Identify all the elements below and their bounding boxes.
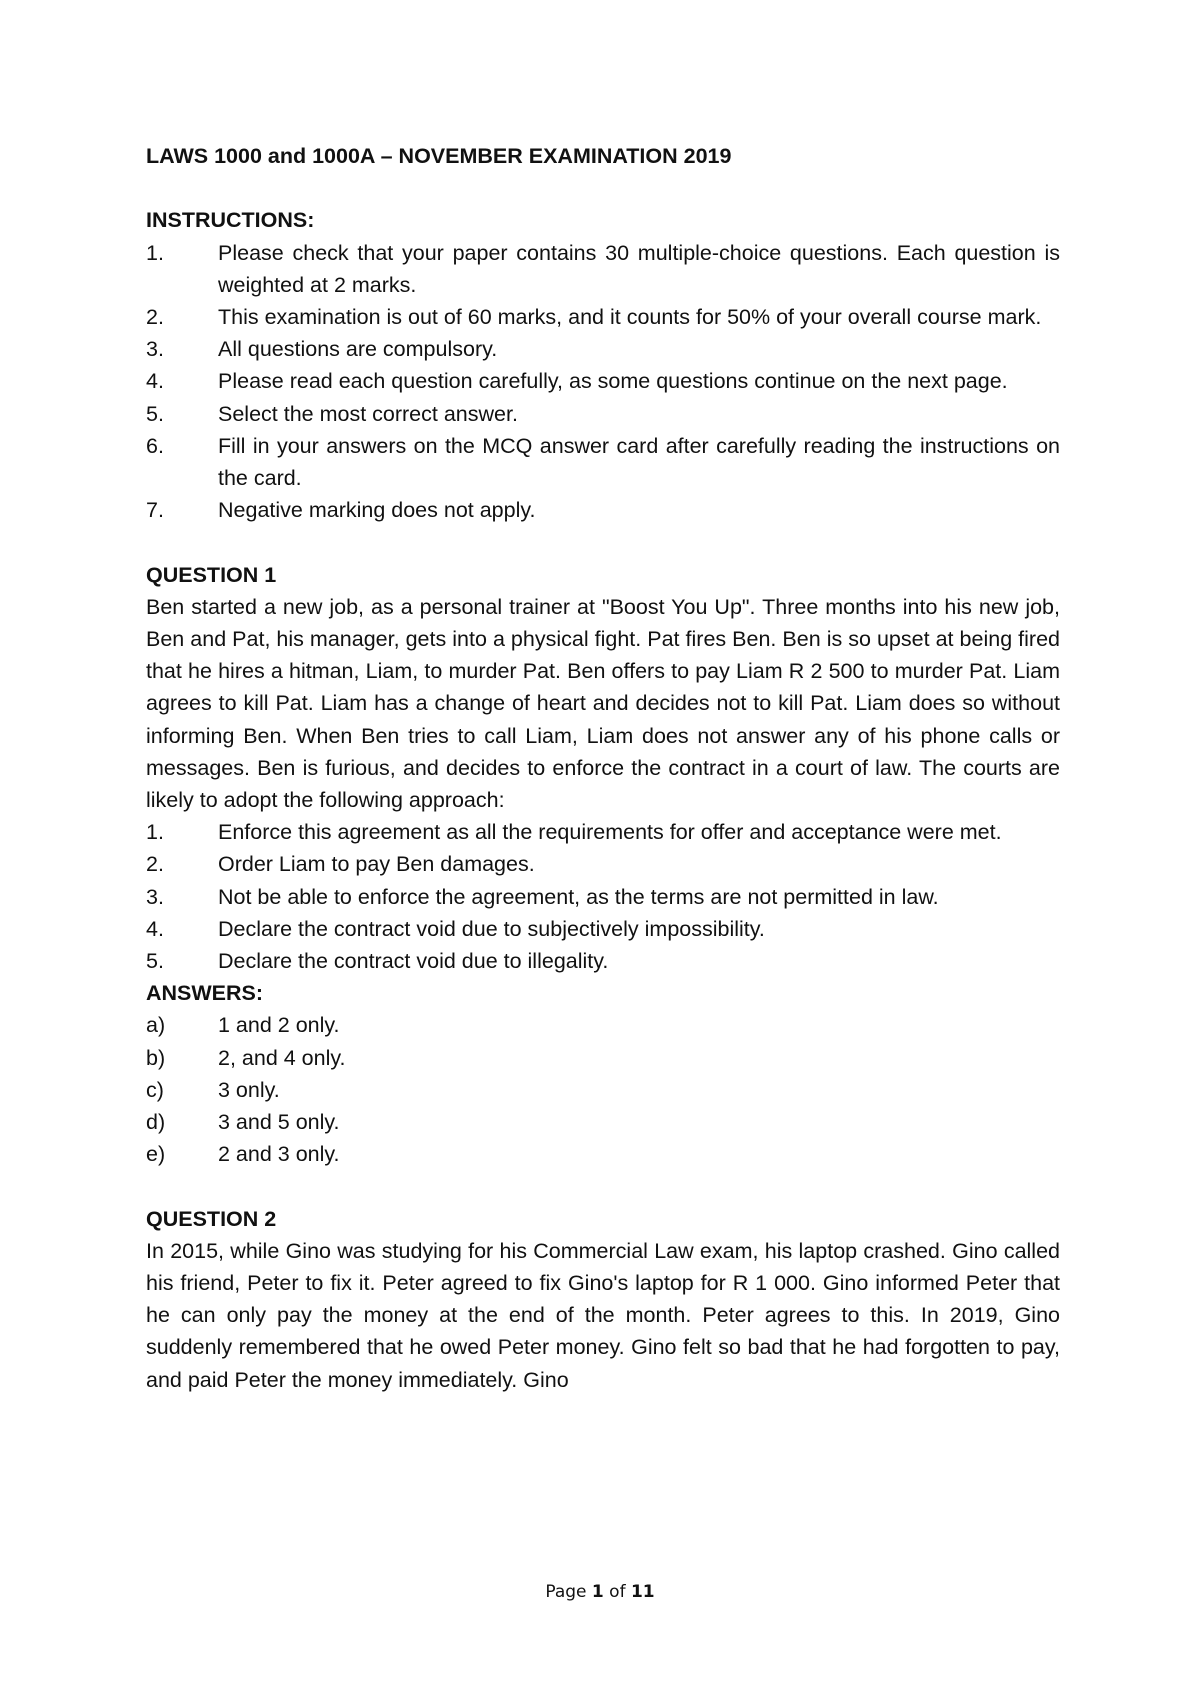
instruction-number: 4. [146,369,164,394]
option-text: Declare the contract void due to subjectively impossibility. [218,916,765,941]
page-footer [0,1582,1200,1602]
page-current: 1 [591,1582,604,1602]
instruction-text: Please check that your paper contains 30 multiple-choice questions. Each question is weighted at 2 marks. [218,240,1060,297]
question-2-heading: QUESTION 2 [146,1206,277,1231]
answer-text: 3 and 5 only. [218,1110,340,1135]
option-text: Not be able to enforce the agreement, as the terms are not permitted in law. [218,884,939,909]
instruction-item [146,365,1060,397]
answer-text: 3 only. [218,1077,280,1102]
question-1-body: Ben started a new job, as a personal trainer at "Boost You Up". Three months into his new job, Ben and Pat, his manager, gets into a physical fight. Pat fires Ben. Ben is so upset at being fired that he hires a hitman, Liam, to murder Pat. Ben offers to pay Liam R 2 500 to murder Pat. Liam agrees to kill Pat. Liam has a change of heart and decides not to kill Pat. Liam does so without informing Ben. When Ben tries to call Liam, Liam does not answer any of his phone calls or messages. Ben is furious, and decides to enforce the contract in a court of law. The courts are likely to adopt the following approach: [146,594,1060,813]
instruction-text: Negative marking does not apply. [218,498,536,523]
answer-item [146,1042,1060,1074]
instruction-number: 7. [146,498,164,523]
answer-text: 1 and 2 only. [218,1013,340,1038]
of-label: of [609,1582,626,1602]
question-1-options [146,816,1060,977]
instruction-text: Please read each question carefully, as some questions continue on the next page. [218,369,1008,394]
option-text: Declare the contract void due to illegality. [218,949,609,974]
answer-letter: e) [146,1142,166,1167]
option-item [146,945,1060,977]
option-item [146,881,1060,913]
spacer [146,1170,1060,1202]
answer-item [146,1138,1060,1170]
instruction-number: 2. [146,305,164,329]
instructions-heading: INSTRUCTIONS: [146,208,315,233]
answer-text: 2, and 4 only. [218,1045,346,1070]
question-1-heading: QUESTION 1 [146,562,277,587]
instruction-item [146,430,1060,494]
instruction-item [146,237,1060,301]
instruction-text: This examination is out of 60 marks, and it counts for 50% of your overall course mark. [218,305,1042,329]
answer-text: 2 and 3 only. [218,1142,340,1167]
answer-letter: b) [146,1045,166,1070]
instruction-text: Fill in your answers on the MCQ answer card after carefully reading the instructions on the card. [218,433,1060,491]
answer-letter: d) [146,1110,166,1135]
instruction-item [146,398,1060,430]
answers-heading: ANSWERS: [146,981,264,1006]
instruction-number: 3. [146,337,164,362]
option-number: 2. [146,852,164,877]
answers-list [146,1009,1060,1170]
instruction-number: 5. [146,401,164,426]
option-text: Enforce this agreement as all the requirements for offer and acceptance were met. [218,820,1002,845]
answer-item [146,1106,1060,1138]
instruction-item [146,333,1060,365]
instruction-text: Select the most correct answer. [218,401,518,426]
answer-letter: c) [146,1077,164,1102]
exam-page [146,140,1060,1396]
option-number: 1. [146,820,164,845]
page-total: 11 [630,1582,655,1602]
instructions-list [146,237,1060,527]
instruction-item [146,494,1060,526]
answer-item [146,1009,1060,1041]
option-item [146,816,1060,848]
option-number: 4. [146,916,164,941]
answer-letter: a) [146,1013,166,1038]
instruction-item [146,301,1060,333]
answer-item [146,1074,1060,1106]
spacer [146,526,1060,558]
page-label: Page [545,1582,587,1602]
option-number: 5. [146,949,164,974]
option-text: Order Liam to pay Ben damages. [218,852,535,877]
option-number: 3. [146,884,164,909]
option-item [146,913,1060,945]
instruction-text: All questions are compulsory. [218,337,498,362]
instruction-number: 1. [146,240,164,265]
spacer [146,172,1060,204]
question-2-body: In 2015, while Gino was studying for his Commercial Law exam, his laptop crashed. Gino called his friend, Peter to fix it. Peter agreed to fix Gino's laptop for R 1 000. Gino informed Peter that he can only pay the money at the end of the month. Peter agrees to this. In 2019, Gino suddenly remembered that he owed Peter money. Gino felt so bad that he had forgotten to pay, and paid Peter the money immediately. Gino [146,1238,1060,1392]
instruction-number: 6. [146,433,164,458]
option-item [146,848,1060,880]
exam-title: LAWS 1000 and 1000A – NOVEMBER EXAMINATION 2019 [146,144,732,168]
